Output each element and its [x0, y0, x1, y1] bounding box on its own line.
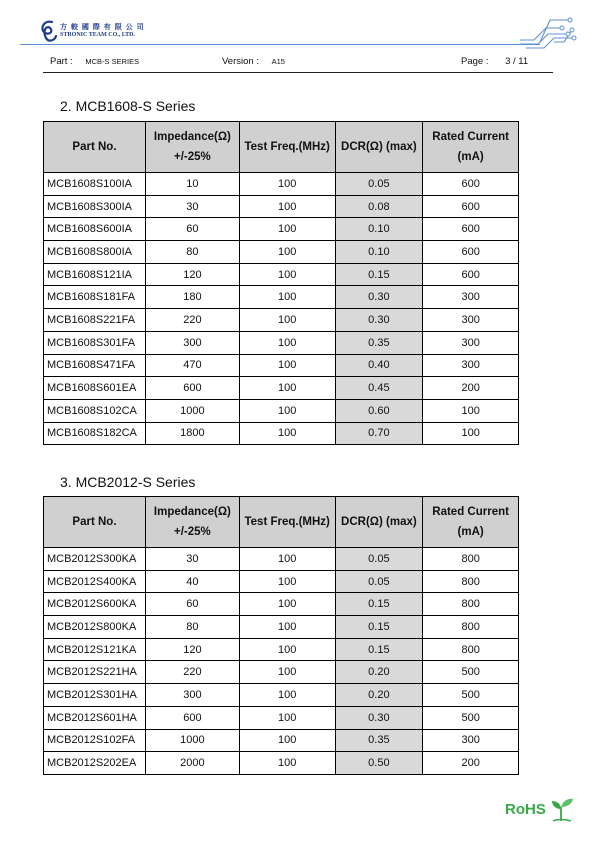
cell-test-freq: 100	[239, 241, 335, 264]
cell-rated-current: 300	[423, 331, 519, 354]
table-row	[44, 218, 519, 241]
table-row	[44, 195, 519, 218]
part-field	[50, 56, 139, 67]
col-rated-line1: Rated Current	[432, 506, 509, 518]
cell-dcr: 0.30	[335, 286, 423, 309]
cell-dcr: 0.15	[335, 263, 423, 286]
col-rated-line2: (mA)	[457, 526, 484, 538]
col-impedance-line1: Impedance(Ω)	[153, 131, 231, 143]
col-part-no: Part No.	[44, 122, 146, 173]
col-dcr: DCR(Ω) (max)	[335, 122, 423, 173]
cell-part-no: MCB2012S300KA	[44, 548, 146, 571]
cell-impedance: 220	[145, 309, 239, 332]
cell-rated-current: 500	[423, 661, 519, 684]
cell-dcr: 0.35	[335, 331, 423, 354]
cell-part-no: MCB2012S800KA	[44, 616, 146, 639]
cell-rated-current: 800	[423, 638, 519, 661]
cell-test-freq: 100	[239, 570, 335, 593]
spec-table-mcb2012	[43, 496, 519, 775]
cell-dcr: 0.45	[335, 377, 423, 400]
part-value: MCB-S SERIES	[85, 57, 140, 66]
rohs-badge	[505, 795, 575, 825]
cell-rated-current: 100	[423, 399, 519, 422]
cell-part-no: MCB1608S300IA	[44, 195, 146, 218]
table-row	[44, 399, 519, 422]
cell-test-freq: 100	[239, 593, 335, 616]
col-test-freq: Test Freq.(MHz)	[239, 497, 335, 548]
cell-part-no: MCB2012S121KA	[44, 638, 146, 661]
table-body	[44, 548, 519, 775]
cell-part-no: MCB2012S301HA	[44, 684, 146, 707]
cell-test-freq: 100	[239, 752, 335, 775]
cell-test-freq: 100	[239, 684, 335, 707]
col-impedance	[145, 122, 239, 173]
header-rule	[20, 44, 540, 45]
cell-impedance: 80	[145, 241, 239, 264]
table-row	[44, 706, 519, 729]
company-name-cn: 方 較 國 際 有 限 公 司	[60, 24, 145, 31]
table-header-row	[44, 497, 519, 548]
table-row	[44, 241, 519, 264]
cell-impedance: 1000	[145, 729, 239, 752]
cell-rated-current: 500	[423, 684, 519, 707]
cell-impedance: 30	[145, 548, 239, 571]
col-impedance-line2: +/-25%	[174, 526, 211, 538]
cell-dcr: 0.05	[335, 173, 423, 196]
cell-test-freq: 100	[239, 377, 335, 400]
cell-part-no: MCB1608S471FA	[44, 354, 146, 377]
cell-dcr: 0.05	[335, 570, 423, 593]
cell-impedance: 60	[145, 218, 239, 241]
cell-impedance: 600	[145, 706, 239, 729]
cell-impedance: 10	[145, 173, 239, 196]
cell-rated-current: 600	[423, 173, 519, 196]
cell-test-freq: 100	[239, 706, 335, 729]
cell-test-freq: 100	[239, 309, 335, 332]
table-row	[44, 422, 519, 445]
cell-impedance: 600	[145, 377, 239, 400]
cell-rated-current: 600	[423, 195, 519, 218]
cell-rated-current: 800	[423, 593, 519, 616]
table-row	[44, 354, 519, 377]
meta-rule	[43, 72, 553, 73]
col-impedance	[145, 497, 239, 548]
col-rated-line2: (mA)	[457, 151, 484, 163]
cell-part-no: MCB1608S182CA	[44, 422, 146, 445]
cell-test-freq: 100	[239, 729, 335, 752]
cell-part-no: MCB2012S102FA	[44, 729, 146, 752]
cell-impedance: 1000	[145, 399, 239, 422]
cell-impedance: 60	[145, 593, 239, 616]
table-header-row	[44, 122, 519, 173]
cell-dcr: 0.10	[335, 241, 423, 264]
cell-rated-current: 800	[423, 548, 519, 571]
table-row	[44, 570, 519, 593]
cell-test-freq: 100	[239, 548, 335, 571]
part-label: Part :	[50, 56, 73, 67]
col-test-freq: Test Freq.(MHz)	[239, 122, 335, 173]
col-dcr: DCR(Ω) (max)	[335, 497, 423, 548]
cell-rated-current: 300	[423, 286, 519, 309]
spec-table-mcb1608	[43, 121, 519, 445]
cell-part-no: MCB2012S601HA	[44, 706, 146, 729]
leaf-sprout-icon	[549, 793, 575, 823]
cell-impedance: 300	[145, 331, 239, 354]
cell-dcr: 0.35	[335, 729, 423, 752]
table-row	[44, 616, 519, 639]
cell-test-freq: 100	[239, 218, 335, 241]
cell-test-freq: 100	[239, 661, 335, 684]
cell-dcr: 0.05	[335, 548, 423, 571]
company-logo-icon	[38, 18, 58, 44]
cell-test-freq: 100	[239, 331, 335, 354]
cell-impedance: 120	[145, 263, 239, 286]
table-row	[44, 593, 519, 616]
cell-rated-current: 800	[423, 616, 519, 639]
page-header	[0, 0, 595, 80]
cell-rated-current: 300	[423, 354, 519, 377]
cell-test-freq: 100	[239, 354, 335, 377]
col-part-no: Part No.	[44, 497, 146, 548]
cell-part-no: MCB2012S202EA	[44, 752, 146, 775]
table-row	[44, 377, 519, 400]
page-label: Page :	[461, 56, 489, 67]
cell-dcr: 0.70	[335, 422, 423, 445]
table-row	[44, 286, 519, 309]
cell-dcr: 0.40	[335, 354, 423, 377]
cell-rated-current: 300	[423, 309, 519, 332]
cell-test-freq: 100	[239, 638, 335, 661]
cell-part-no: MCB1608S601EA	[44, 377, 146, 400]
cell-rated-current: 600	[423, 263, 519, 286]
table-row	[44, 752, 519, 775]
table-row	[44, 548, 519, 571]
cell-test-freq: 100	[239, 195, 335, 218]
cell-impedance: 180	[145, 286, 239, 309]
cell-test-freq: 100	[239, 173, 335, 196]
cell-impedance: 120	[145, 638, 239, 661]
table-row	[44, 309, 519, 332]
cell-test-freq: 100	[239, 422, 335, 445]
cell-part-no: MCB1608S102CA	[44, 399, 146, 422]
table-row	[44, 729, 519, 752]
table-row	[44, 638, 519, 661]
cell-part-no: MCB2012S600KA	[44, 593, 146, 616]
cell-part-no: MCB1608S181FA	[44, 286, 146, 309]
cell-impedance: 40	[145, 570, 239, 593]
cell-rated-current: 100	[423, 422, 519, 445]
cell-rated-current: 300	[423, 729, 519, 752]
col-rated-current	[423, 497, 519, 548]
cell-impedance: 30	[145, 195, 239, 218]
rohs-label: RoHS	[505, 801, 546, 818]
cell-impedance: 470	[145, 354, 239, 377]
col-rated-line1: Rated Current	[432, 131, 509, 143]
cell-dcr: 0.50	[335, 752, 423, 775]
page-field	[461, 56, 528, 67]
cell-part-no: MCB2012S400KA	[44, 570, 146, 593]
cell-dcr: 0.20	[335, 661, 423, 684]
section-title-mcb2012: 3. MCB2012-S Series	[60, 474, 196, 490]
table-body	[44, 173, 519, 445]
cell-dcr: 0.30	[335, 309, 423, 332]
cell-part-no: MCB1608S800IA	[44, 241, 146, 264]
circuit-decoration-icon	[520, 12, 580, 50]
cell-rated-current: 600	[423, 241, 519, 264]
cell-rated-current: 500	[423, 706, 519, 729]
cell-dcr: 0.08	[335, 195, 423, 218]
cell-dcr: 0.20	[335, 684, 423, 707]
cell-dcr: 0.60	[335, 399, 423, 422]
cell-impedance: 80	[145, 616, 239, 639]
company-name-en: STRONIC TEAM CO., LTD.	[60, 32, 136, 38]
cell-test-freq: 100	[239, 286, 335, 309]
col-impedance-line1: Impedance(Ω)	[153, 506, 231, 518]
table-row	[44, 661, 519, 684]
col-rated-current	[423, 122, 519, 173]
cell-rated-current: 200	[423, 752, 519, 775]
cell-part-no: MCB1608S221FA	[44, 309, 146, 332]
cell-test-freq: 100	[239, 263, 335, 286]
cell-part-no: MCB1608S600IA	[44, 218, 146, 241]
table-row	[44, 684, 519, 707]
table-row	[44, 263, 519, 286]
cell-part-no: MCB1608S121IA	[44, 263, 146, 286]
cell-part-no: MCB1608S301FA	[44, 331, 146, 354]
page-value: 3 / 11	[505, 56, 529, 67]
col-impedance-line2: +/-25%	[174, 151, 211, 163]
cell-impedance: 300	[145, 684, 239, 707]
table-row	[44, 173, 519, 196]
cell-part-no: MCB2012S221HA	[44, 661, 146, 684]
version-value: A15	[271, 57, 285, 66]
cell-dcr: 0.15	[335, 616, 423, 639]
cell-impedance: 2000	[145, 752, 239, 775]
cell-rated-current: 800	[423, 570, 519, 593]
cell-dcr: 0.30	[335, 706, 423, 729]
table-row	[44, 331, 519, 354]
cell-rated-current: 200	[423, 377, 519, 400]
cell-part-no: MCB1608S100IA	[44, 173, 146, 196]
cell-test-freq: 100	[239, 399, 335, 422]
section-title-mcb1608: 2. MCB1608-S Series	[60, 98, 196, 114]
cell-test-freq: 100	[239, 616, 335, 639]
version-field	[222, 56, 285, 67]
cell-impedance: 220	[145, 661, 239, 684]
cell-dcr: 0.15	[335, 638, 423, 661]
version-label: Version :	[222, 56, 259, 67]
cell-rated-current: 600	[423, 218, 519, 241]
cell-dcr: 0.15	[335, 593, 423, 616]
cell-dcr: 0.10	[335, 218, 423, 241]
cell-impedance: 1800	[145, 422, 239, 445]
